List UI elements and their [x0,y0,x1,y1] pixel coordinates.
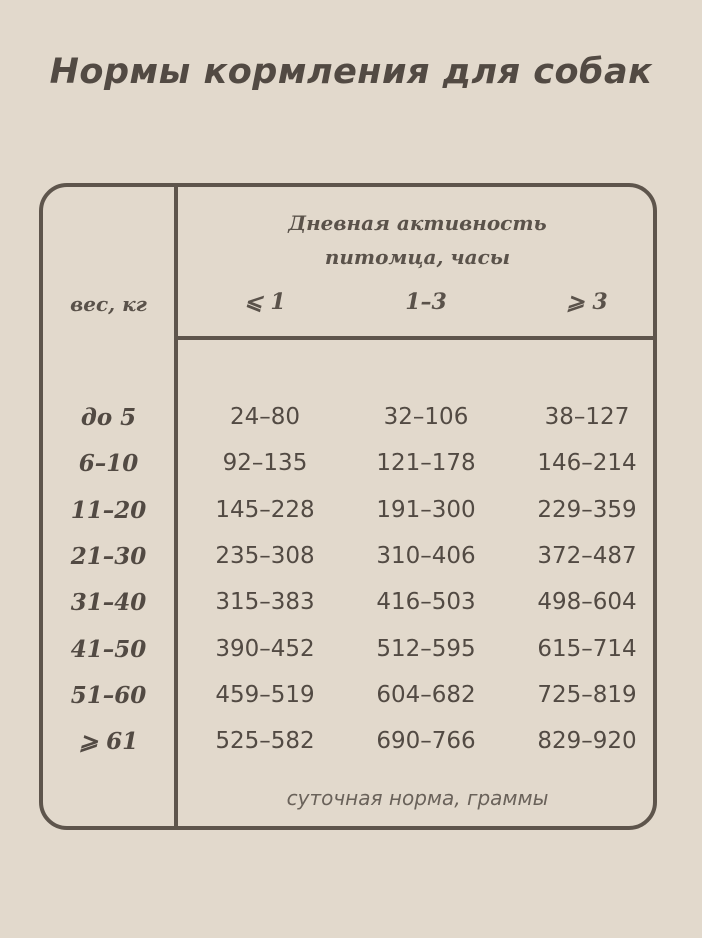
table-cell: 512–595 [376,636,476,662]
table-cell: 32–106 [383,404,469,430]
activity-header-line2: питомца, часы [324,245,511,269]
table-cell: 416–503 [376,589,476,615]
table-cell: 145–228 [215,497,315,523]
table-cell: 235–308 [215,543,315,569]
table-cell: 525–582 [215,728,315,754]
table-cell: 310–406 [376,543,476,569]
activity-header-line1: Дневная активность [288,211,547,235]
table-cell: 690–766 [376,728,476,754]
page-title: Нормы кормления для собак [49,52,653,92]
table-cell: 191–300 [376,497,476,523]
activity-header [178,206,657,274]
column-header-ge-3: ⩾ 3 [566,289,608,315]
row-weight-label: 51–60 [70,682,147,709]
row-weight-label: 31–40 [70,589,147,616]
row-weight-label: 41–50 [70,636,147,663]
table-cell: 315–383 [215,589,315,615]
table-cell: 229–359 [537,497,637,523]
row-weight-label: ⩾ 61 [78,728,139,755]
table-cell: 498–604 [537,589,637,615]
table-cell: 459–519 [215,682,315,708]
table-cell: 829–920 [537,728,637,754]
table-cell: 121–178 [376,450,476,476]
table-cell: 146–214 [537,450,637,476]
column-header-1-3: 1–3 [405,289,447,315]
table-cell: 390–452 [215,636,315,662]
row-weight-label: 11–20 [70,497,147,524]
row-weight-label: 21–30 [70,543,147,570]
footer-note: суточная норма, граммы [286,786,549,810]
row-weight-label: 6–10 [78,450,139,477]
table-cell: 615–714 [537,636,637,662]
row-weight-label: до 5 [80,404,137,431]
vertical-divider [174,183,178,830]
table-cell: 725–819 [537,682,637,708]
column-header-le-1: ⩽ 1 [244,289,286,315]
table-cell: 92–135 [222,450,308,476]
table-cell: 604–682 [376,682,476,708]
header-divider [178,336,657,340]
table-cell: 38–127 [544,404,630,430]
table-cell: 24–80 [229,404,301,430]
table-cell: 372–487 [537,543,637,569]
weight-column-header: вес, кг [70,292,147,316]
